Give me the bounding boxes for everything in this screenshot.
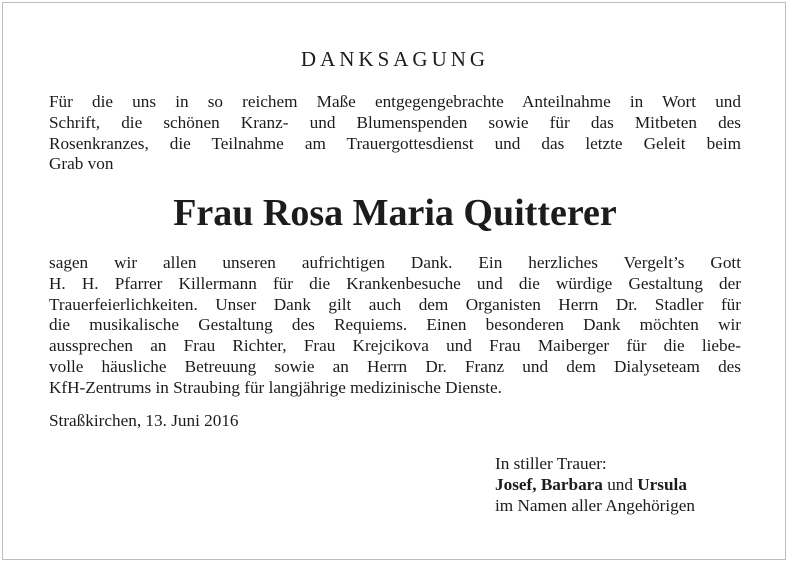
notice-heading: DANKSAGUNG (300, 47, 490, 71)
intro-paragraph (49, 92, 741, 175)
thanks-line: die musikalische Gestaltung des Requiems. Einen besonderen Dank möchten wir (49, 315, 741, 335)
thanks-line: aussprechen an Frau Richter, Frau Krejcikova und Frau Maiberger für die liebe- (49, 336, 741, 356)
intro-line: Schrift, die schönen Kranz- und Blumenspenden sowie für das Mitbeten des (49, 112, 741, 132)
intro-line: Für die uns in so reichem Maße entgegengebrachte Anteilnahme in Wort und (49, 92, 741, 111)
deceased-name: Frau Rosa Maria Quitterer (173, 192, 617, 234)
thanks-line: volle häusliche Betreuung sowie an Herrn Dr. Franz und dem Dialyseteam des (49, 356, 741, 376)
thanks-line: KfH-Zentrums in Straubing für langjährige medizinische Dienste. (49, 377, 502, 397)
thanks-paragraph (49, 253, 741, 399)
place-date: Straßkirchen, 13. Juni 2016 (49, 411, 239, 430)
signer-separator: , (532, 475, 541, 494)
signature-intro: In stiller Trauer: (495, 454, 607, 473)
signature-closing: im Namen aller Angehörigen (495, 496, 695, 515)
intro-line: Grab von (49, 154, 114, 174)
signer-separator: und (602, 475, 638, 494)
signature-names (495, 474, 695, 495)
thanks-line: sagen wir allen unseren aufrichtigen Dank. Ein herzliches Vergelt’s Gott (49, 253, 741, 272)
signer-name: Ursula (637, 475, 687, 494)
signature-block (495, 453, 695, 516)
thanks-line: Trauerfeierlichkeiten. Unser Dank gilt auch dem Organisten Herrn Dr. Stadler für (49, 294, 741, 314)
thanks-line: H. H. Pfarrer Killermann für die Krankenbesuche und die würdige Gestaltung der (49, 273, 741, 293)
signer-name: Josef (495, 475, 533, 494)
intro-line: Rosenkranzes, die Teilnahme am Trauergottesdienst und das letzte Geleit beim (49, 133, 741, 153)
signer-name: Barbara (540, 475, 603, 494)
